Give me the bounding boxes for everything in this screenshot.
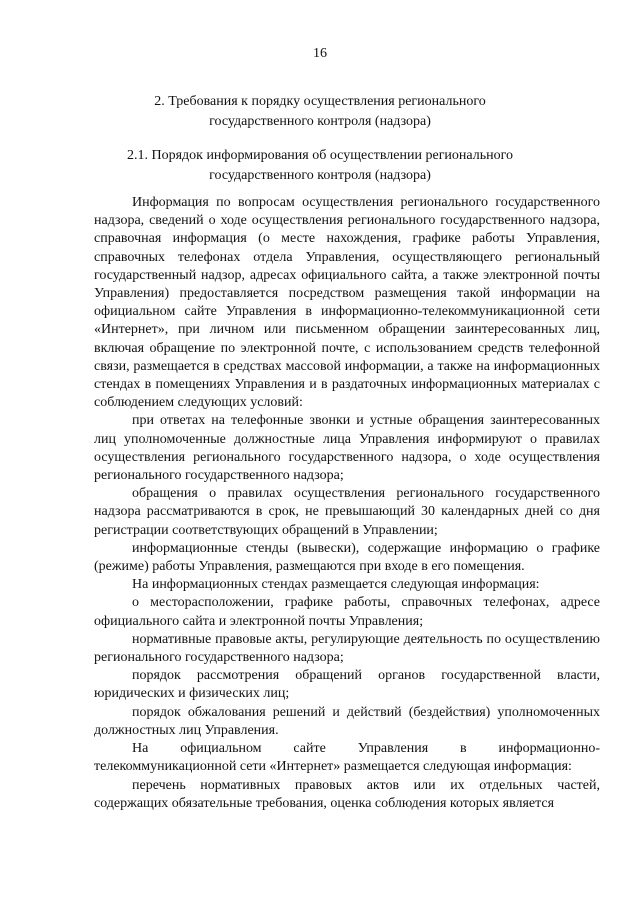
paragraph: обращения о правилах осуществления регионального государственного надзора рассматриваются в срок, не превышающий 30 календарных дней со дня регистрации соответствующих обращений в Управлении;: [94, 486, 600, 538]
paragraph: На официальном сайте Управления в информационно-телекоммуникационной сети «Интернет» размещается следующая информация:: [94, 741, 600, 775]
paragraph: нормативные правовые акты, регулирующие деятельность по осуществлению регионального государственного надзора;: [94, 631, 600, 666]
paragraph: порядок рассмотрения обращений органов государственной власти, юридических и физических лиц;: [94, 668, 600, 702]
subsection-heading: 2.1. Порядок информирования об осуществлении регионального государственного контроля (надзора): [126, 148, 514, 183]
body-text: [94, 194, 600, 813]
paragraph: о месторасположении, графике работы, справочных телефонах, адресе официального сайта и электронной почты Управления;: [94, 595, 600, 629]
paragraph: перечень нормативных правовых актов или их отдельных частей, содержащих обязательные требования, оценка соблюдения которых является: [94, 777, 600, 811]
paragraph: Информация по вопросам осуществления регионального государственного надзора, сведений о ходе осуществления регионального государственного надзора, справочная информация (о месте нахождения, графике работы Управления, справочных телефонах отдела Управления, осуществляющего региональный государственный надзор, адресах официального сайта, а также электронной почты Управления) предоставляется посредством размещения такой информации на официальном сайте Управления в информационно-телекоммуникационной сети «Интернет», при личном или письменном обращении заинтересованных лиц, включая обращение по электронной почте, с использованием средств телефонной связи, размещается в средствах массовой информации, а также на информационных стендах в помещениях Управления и в раздаточных информационных материалах с соблюдением следующих условий:: [94, 195, 600, 411]
paragraph: информационные стенды (вывески), содержащие информацию о графике (режиме) работы Управления, размещаются при входе в его помещения.: [94, 540, 600, 575]
paragraph: при ответах на телефонные звонки и устные обращения заинтересованных лиц уполномоченные должностные лица Управления информируют о правилах осуществления регионального государственного надзора, о ходе осуществления регионального государственного надзора;: [94, 413, 600, 484]
page-number: 16: [313, 46, 327, 61]
paragraph: На информационных стендах размещается следующая информация:: [132, 577, 540, 593]
section-heading: 2. Требования к порядку осуществления регионального государственного контроля (надзора): [154, 94, 486, 129]
paragraph: порядок обжалования решений и действий (бездействия) уполномоченных должностных лиц Управления.: [94, 704, 600, 738]
